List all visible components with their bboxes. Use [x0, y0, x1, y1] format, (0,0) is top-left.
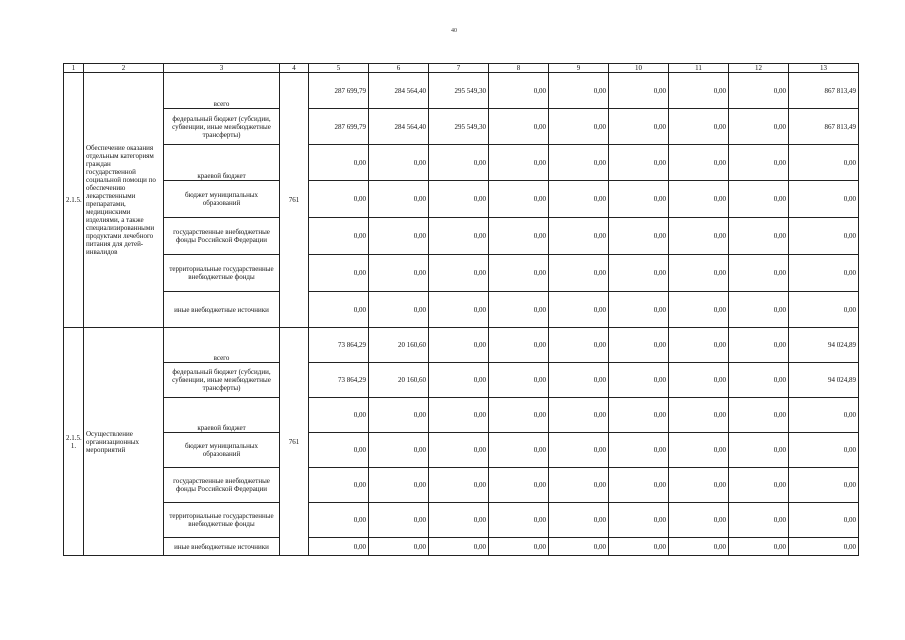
amount-value: 0,00: [489, 218, 549, 255]
amount-value: 0,00: [489, 538, 549, 556]
amount-value: 0,00: [549, 433, 609, 468]
amount-value: 0,00: [549, 328, 609, 363]
amount-value: 0,00: [429, 145, 489, 181]
amount-value: 0,00: [609, 363, 669, 398]
amount-value: 0,00: [609, 109, 669, 145]
total-value: 0,00: [789, 468, 859, 503]
header-cell: 1: [64, 64, 84, 73]
table-row: [64, 292, 859, 328]
header-cell: 9: [549, 64, 609, 73]
amount-value: 0,00: [309, 145, 369, 181]
amount-value: 0,00: [609, 468, 669, 503]
total-value: 0,00: [789, 398, 859, 433]
table-row: [64, 503, 859, 538]
amount-value: 295 549,30: [429, 109, 489, 145]
amount-value: 0,00: [669, 538, 729, 556]
amount-value: 0,00: [429, 292, 489, 328]
amount-value: 0,00: [729, 468, 789, 503]
table-row: [64, 363, 859, 398]
table-body: [64, 64, 859, 556]
amount-value: 0,00: [729, 503, 789, 538]
amount-value: 0,00: [669, 145, 729, 181]
amount-value: 0,00: [489, 109, 549, 145]
section-name: Обеспечение оказания отдельным категориям граждан государственной социальной помощи по обеспечению лекарственными препаратами, медицинскими изделиями, а также специализированными продуктами лечебного питания для детей-инвалидов: [84, 73, 164, 328]
amount-value: 0,00: [489, 255, 549, 292]
amount-value: 0,00: [729, 292, 789, 328]
amount-value: 0,00: [429, 218, 489, 255]
total-value: 0,00: [789, 255, 859, 292]
amount-value: 0,00: [369, 433, 429, 468]
funding-source: иные внебюджетные источники: [164, 292, 280, 328]
table-row: [64, 538, 859, 556]
funding-source: территориальные государственные внебюджетные фонды: [164, 503, 280, 538]
amount-value: 0,00: [549, 363, 609, 398]
amount-value: 0,00: [549, 398, 609, 433]
amount-value: 0,00: [729, 181, 789, 218]
funding-source: краевой бюджет: [164, 398, 280, 433]
total-value: 0,00: [789, 538, 859, 556]
amount-value: 0,00: [549, 218, 609, 255]
amount-value: 0,00: [429, 468, 489, 503]
page-number: 40: [451, 28, 457, 34]
amount-value: 0,00: [729, 255, 789, 292]
funding-source: иные внебюджетные источники: [164, 538, 280, 556]
amount-value: 0,00: [489, 73, 549, 109]
table-row: [64, 145, 859, 181]
amount-value: 0,00: [369, 145, 429, 181]
amount-value: 0,00: [669, 181, 729, 218]
header-cell: 4: [280, 64, 309, 73]
amount-value: 0,00: [489, 503, 549, 538]
table-row: [64, 218, 859, 255]
funding-source: государственные внебюджетные фонды Российской Федерации: [164, 218, 280, 255]
amount-value: 0,00: [489, 292, 549, 328]
amount-value: 0,00: [729, 218, 789, 255]
amount-value: 0,00: [369, 538, 429, 556]
amount-value: 0,00: [669, 363, 729, 398]
table-row: [64, 433, 859, 468]
amount-value: 0,00: [489, 468, 549, 503]
header-cell: 2: [84, 64, 164, 73]
total-value: 0,00: [789, 145, 859, 181]
amount-value: 0,00: [489, 328, 549, 363]
amount-value: 0,00: [549, 538, 609, 556]
table-row: [64, 468, 859, 503]
table-row: [64, 109, 859, 145]
amount-value: 0,00: [489, 433, 549, 468]
amount-value: 0,00: [429, 503, 489, 538]
amount-value: 0,00: [669, 433, 729, 468]
grbs-code: 761: [280, 73, 309, 328]
amount-value: 0,00: [669, 218, 729, 255]
amount-value: 0,00: [309, 398, 369, 433]
amount-value: 0,00: [609, 255, 669, 292]
amount-value: 0,00: [669, 255, 729, 292]
amount-value: 0,00: [369, 255, 429, 292]
funding-source: государственные внебюджетные фонды Российской Федерации: [164, 468, 280, 503]
amount-value: 0,00: [729, 328, 789, 363]
amount-value: 0,00: [609, 181, 669, 218]
funding-source: всего: [164, 73, 280, 109]
budget-table: [63, 63, 859, 556]
amount-value: 0,00: [729, 109, 789, 145]
funding-source: всего: [164, 328, 280, 363]
header-cell: 5: [309, 64, 369, 73]
header-cell: 10: [609, 64, 669, 73]
amount-value: 0,00: [549, 145, 609, 181]
total-value: 867 813,49: [789, 109, 859, 145]
grbs-code: 761: [280, 328, 309, 556]
amount-value: 0,00: [489, 398, 549, 433]
amount-value: 0,00: [369, 503, 429, 538]
amount-value: 73 864,29: [309, 363, 369, 398]
header-cell: 11: [669, 64, 729, 73]
amount-value: 0,00: [309, 218, 369, 255]
amount-value: 0,00: [429, 181, 489, 218]
amount-value: 0,00: [309, 292, 369, 328]
amount-value: 295 549,30: [429, 73, 489, 109]
header-cell: 6: [369, 64, 429, 73]
amount-value: 20 160,60: [369, 363, 429, 398]
amount-value: 0,00: [729, 538, 789, 556]
amount-value: 0,00: [429, 255, 489, 292]
amount-value: 0,00: [369, 292, 429, 328]
funding-source: краевой бюджет: [164, 145, 280, 181]
amount-value: 0,00: [549, 109, 609, 145]
total-value: 0,00: [789, 503, 859, 538]
amount-value: 0,00: [549, 468, 609, 503]
funding-source: бюджет муниципальных образований: [164, 433, 280, 468]
table-row: [64, 398, 859, 433]
amount-value: 0,00: [549, 73, 609, 109]
amount-value: 0,00: [669, 73, 729, 109]
amount-value: 0,00: [729, 145, 789, 181]
amount-value: 0,00: [609, 292, 669, 328]
amount-value: 0,00: [489, 181, 549, 218]
funding-source: территориальные государственные внебюджетные фонды: [164, 255, 280, 292]
amount-value: 0,00: [549, 292, 609, 328]
header-cell: 3: [164, 64, 280, 73]
header-cell: 7: [429, 64, 489, 73]
amount-value: 287 699,79: [309, 109, 369, 145]
table-row: [64, 73, 859, 109]
amount-value: 0,00: [609, 538, 669, 556]
amount-value: 0,00: [669, 503, 729, 538]
amount-value: 0,00: [609, 503, 669, 538]
amount-value: 0,00: [369, 218, 429, 255]
amount-value: 0,00: [609, 218, 669, 255]
total-value: 867 813,49: [789, 73, 859, 109]
header-cell: 8: [489, 64, 549, 73]
amount-value: 0,00: [429, 328, 489, 363]
section-name: Осуществление организационных мероприятий: [84, 328, 164, 556]
funding-source: федеральный бюджет (субсидии, субвенции, иные межбюджетные трансферты): [164, 363, 280, 398]
amount-value: 73 864,29: [309, 328, 369, 363]
funding-source: федеральный бюджет (субсидии, субвенции, иные межбюджетные трансферты): [164, 109, 280, 145]
amount-value: 0,00: [309, 538, 369, 556]
amount-value: 0,00: [669, 328, 729, 363]
amount-value: 0,00: [309, 181, 369, 218]
amount-value: 0,00: [729, 363, 789, 398]
section-code: 2.1.5.: [64, 73, 84, 328]
amount-value: 0,00: [549, 181, 609, 218]
amount-value: 0,00: [429, 398, 489, 433]
amount-value: 284 564,40: [369, 109, 429, 145]
amount-value: 0,00: [429, 433, 489, 468]
amount-value: 0,00: [549, 503, 609, 538]
table-row: [64, 181, 859, 218]
amount-value: 0,00: [609, 328, 669, 363]
amount-value: 0,00: [609, 433, 669, 468]
amount-value: 0,00: [669, 468, 729, 503]
amount-value: 287 699,79: [309, 73, 369, 109]
amount-value: 0,00: [429, 538, 489, 556]
amount-value: 0,00: [369, 181, 429, 218]
amount-value: 0,00: [549, 255, 609, 292]
header-cell: 12: [729, 64, 789, 73]
amount-value: 0,00: [609, 398, 669, 433]
amount-value: 0,00: [609, 145, 669, 181]
table-row: [64, 328, 859, 363]
amount-value: 0,00: [489, 145, 549, 181]
total-value: 0,00: [789, 181, 859, 218]
total-value: 0,00: [789, 218, 859, 255]
header-cell: 13: [789, 64, 859, 73]
amount-value: 0,00: [429, 363, 489, 398]
amount-value: 284 564,40: [369, 73, 429, 109]
amount-value: 0,00: [669, 398, 729, 433]
amount-value: 0,00: [489, 363, 549, 398]
amount-value: 0,00: [729, 398, 789, 433]
total-value: 0,00: [789, 292, 859, 328]
section-code: 2.1.5. 1.: [64, 328, 84, 556]
amount-value: 0,00: [309, 433, 369, 468]
amount-value: 0,00: [309, 503, 369, 538]
amount-value: 0,00: [729, 433, 789, 468]
amount-value: 0,00: [729, 73, 789, 109]
table-row: [64, 255, 859, 292]
amount-value: 0,00: [369, 468, 429, 503]
amount-value: 0,00: [609, 73, 669, 109]
total-value: 94 024,89: [789, 328, 859, 363]
amount-value: 20 160,60: [369, 328, 429, 363]
header-row: [64, 64, 859, 73]
amount-value: 0,00: [669, 109, 729, 145]
amount-value: 0,00: [309, 255, 369, 292]
total-value: 0,00: [789, 433, 859, 468]
funding-source: бюджет муниципальных образований: [164, 181, 280, 218]
amount-value: 0,00: [309, 468, 369, 503]
total-value: 94 024,89: [789, 363, 859, 398]
amount-value: 0,00: [369, 398, 429, 433]
amount-value: 0,00: [669, 292, 729, 328]
